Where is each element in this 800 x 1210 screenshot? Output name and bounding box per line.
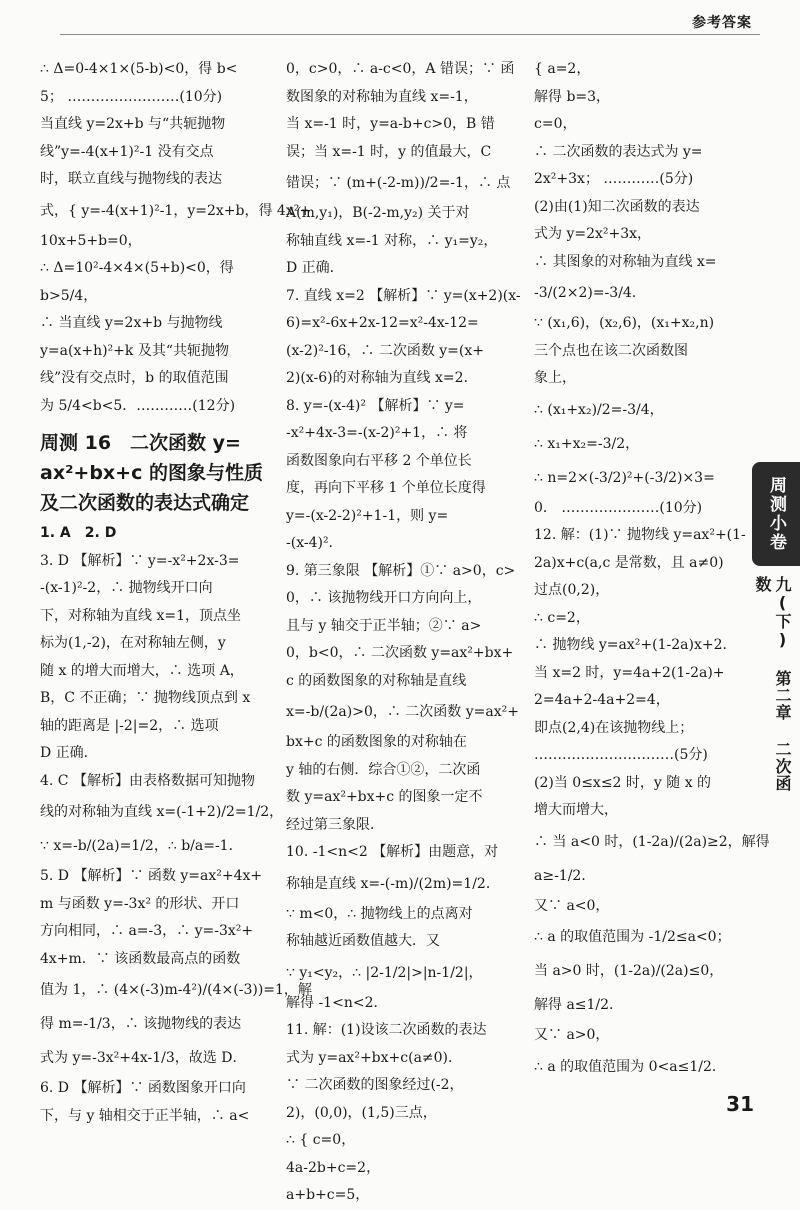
answer-line: 4. C 【解析】由表格数据可知抛物 <box>40 772 255 789</box>
text-line: bx+c 的函数图象的对称轴在 <box>286 734 467 750</box>
text-line: 0． …………………(10分) <box>534 499 703 516</box>
column-3 <box>534 56 770 1084</box>
text-line: 解得 -1<n<2． <box>286 994 388 1011</box>
text-line: 得 m=-1/3，∴ 该抛物线的表达 <box>40 1016 242 1032</box>
text-line: y=a(x+h)²+k 及其“共轭抛物 <box>40 342 229 359</box>
text-line: b>5/4， <box>40 287 98 304</box>
text-line: 经过第三象限． <box>286 816 384 833</box>
text-line: 时，联立直线与抛物线的表达 <box>40 171 222 187</box>
text-line: 6)=x²-6x+2x-12=x²-4x-12= <box>286 315 479 331</box>
text-line: ∴ 其图象的对称轴为直线 x= <box>534 253 717 270</box>
text-line: a+b+c=5， <box>286 1187 370 1203</box>
text-line: 式为 y=ax²+bx+c(a≠0)． <box>286 1049 463 1066</box>
text-line: (2)由(1)知二次函数的表达 <box>534 198 700 215</box>
answer-line: 12. 解：(1)∵ 抛物线 y=ax²+(1- <box>534 527 746 543</box>
text-line: ∵ (x₁,6)，(x₂,6)，(x₁+x₂,n) <box>534 315 715 331</box>
text-line: 且与 y 轴交于正半轴；②∵ a> <box>286 617 482 634</box>
text-line: 式为 y=-3x²+4x-1/3，故选 D． <box>40 1050 247 1066</box>
chapter-label: 九(下) 第二章 二次函数 <box>753 576 792 792</box>
text-line: ∵ x=-b/(2a)=1/2，∴ b/a=-1． <box>40 838 243 854</box>
text-line: y=-(x-2-2)²+1-1，则 y= <box>286 507 449 524</box>
answer-line: 8. y=-(x-4)² 【解析】∵ y= <box>286 397 465 414</box>
text-line: 当 x=-1 时，y=a-b+c>0，B 错 <box>286 116 495 132</box>
text-line: 增大而增大， <box>534 802 618 818</box>
text-line: 5； ……………………(10分) <box>40 88 223 105</box>
answer-line: 11. 解：(1)设该二次函数的表达 <box>286 1022 487 1038</box>
text-line: 当直线 y=2x+b 与“共轭抛物 <box>40 116 226 132</box>
answer-line: 5. D 【解析】∵ 函数 y=ax²+4x+ <box>40 868 263 884</box>
text-line: ∴ 二次函数的表达式为 y= <box>534 143 703 160</box>
column-2 <box>286 56 526 1210</box>
chapter-sidebar <box>752 462 800 792</box>
text-line: 0，b<0，∴ 二次函数 y=ax²+bx+ <box>286 645 514 661</box>
text-line: 0，c>0，∴ a-c<0，A 错误；∵ 函 <box>286 61 515 77</box>
answer-line: 9. 第三象限 【解析】①∵ a>0，c> <box>286 562 516 579</box>
text-line: -(x-1)²-2，∴ 抛物线开口向 <box>40 580 213 596</box>
text-line: 2)(x-6)的对称轴为直线 x=2． <box>286 370 478 386</box>
text-line: 误；当 x=-1 时，y 的值最大，C <box>286 143 492 160</box>
text-line: 下，对称轴为直线 x=1，顶点坐 <box>40 607 241 624</box>
text-line: A(m,y₁)，B(-2-m,y₂) 关于对 <box>286 205 470 221</box>
section-title-line: 及二次函数的表达式确定 <box>40 492 250 514</box>
text-line: 数 y=ax²+bx+c 的图象一定不 <box>286 789 483 805</box>
text-line: 2x²+3x； …………(5分) <box>534 171 694 187</box>
text-line: 即点(2,4)在该抛物线上； <box>534 719 694 736</box>
text-line: 值为 1，∴ (4×(-3)m-4²)/(4×(-3))=1，解 <box>40 982 312 998</box>
text-line: ∴ 当直线 y=2x+b 与抛物线 <box>40 315 223 331</box>
header-title: 参考答案 <box>692 15 752 31</box>
weekly-test-tab: 周测小卷 <box>752 462 800 566</box>
text-line: 10x+5+b=0， <box>40 232 142 249</box>
text-line: (x-2)²-16，∴ 二次函数 y=(x+ <box>286 342 484 359</box>
text-line: ∴ 抛物线 y=ax²+(1-2a)x+2． <box>534 637 737 653</box>
answer-line: 7. 直线 x=2 【解析】∵ y=(x+2)(x- <box>286 287 521 304</box>
text-line: ∴ Δ=10²-4×4×(5+b)<0，得 <box>40 260 234 276</box>
section-title-line: ax²+bx+c 的图象与性质 <box>40 462 263 484</box>
text-line: -3/(2×2)=-3/4． <box>534 285 646 301</box>
text-line: ∴ a 的取值范围为 -1/2≤a<0； <box>534 929 731 945</box>
text-line: 象上， <box>534 370 576 386</box>
text-line: c=0， <box>534 116 577 132</box>
text-line: 轴的距离是 |-2|=2，∴ 选项 <box>40 717 219 734</box>
text-line: D 正确． <box>40 745 98 761</box>
text-line: 错误；∵ (m+(-2-m))/2=-1，∴ 点 <box>286 175 511 191</box>
text-line: (2)当 0≤x≤2 时，y 随 x 的 <box>534 774 712 791</box>
text-line: { a=2， <box>534 61 591 77</box>
text-line: 2a)x+c(a,c 是常数，且 a≠0) <box>534 554 724 571</box>
text-line: 数图象的对称轴为直线 x=-1， <box>286 88 478 105</box>
text-line: 称轴是直线 x=-(-m)/(2m)=1/2． <box>286 875 500 892</box>
text-line: y 轴的右侧．综合①②，二次函 <box>286 761 481 778</box>
answer-line: 6. D 【解析】∵ 函数图象开口向 <box>40 1080 246 1096</box>
text-line: 三个点也在该二次函数图 <box>534 342 688 359</box>
text-line: B，C 不正确；∵ 抛物线顶点到 x <box>40 690 251 706</box>
text-line: 称轴越近函数值越大．又 <box>286 933 440 949</box>
text-line: 下，与 y 轴相交于正半轴，∴ a< <box>40 1107 250 1124</box>
text-line: D 正确． <box>286 260 344 276</box>
text-line: 式为 y=2x²+3x， <box>534 226 652 242</box>
page-header <box>0 6 800 32</box>
text-line: 当 a>0 时，(1-2a)/(2a)≤0， <box>534 963 724 979</box>
section-title <box>40 428 278 518</box>
text-line: -(x-4)²． <box>286 535 343 551</box>
text-line: 4a-2b+c=2， <box>286 1159 381 1176</box>
answer-line: 10. -1<n<2 【解析】由题意，对 <box>286 844 499 860</box>
text-line: ∵ m<0，∴ 抛物线上的点离对 <box>286 905 473 922</box>
text-line: 标为(1,-2)，在对称轴左侧，y <box>40 635 226 651</box>
text-line: 线”y=-4(x+1)²-1 没有交点 <box>40 143 214 160</box>
text-line: 0，∴ 该抛物线开口方向向上， <box>286 590 482 606</box>
text-line: m 与函数 y=-3x² 的形状、开口 <box>40 895 240 912</box>
text-line: ∴ a 的取值范围为 0<a≤1/2． <box>534 1058 726 1075</box>
text-line: 解得 a≤1/2． <box>534 997 624 1013</box>
text-line: a≥-1/2． <box>534 867 596 884</box>
text-line: 2)，(0,0)，(1,5)三点， <box>286 1104 437 1121</box>
text-line: 当 x=2 时，y=4a+2(1-2a)+ <box>534 664 725 681</box>
text-line: ∵ y₁<y₂，∴ |2-1/2|>|n-1/2|， <box>286 964 483 981</box>
text-line: 2=4a+2-4a+2=4， <box>534 692 670 708</box>
text-line: 4x+m．∵ 该函数最高点的函数 <box>40 950 241 967</box>
answer-line: 1. A 2. D <box>40 525 117 541</box>
text-line: 线”没有交点时，b 的取值范围 <box>40 370 229 386</box>
header-divider <box>60 34 760 35</box>
text-line: 解得 b=3， <box>534 88 611 105</box>
text-line: 称轴直线 x=-1 对称，∴ y₁=y₂， <box>286 232 498 249</box>
text-line: 方向相同，∴ a=-3，∴ y=-3x²+ <box>40 923 254 939</box>
text-line: 函数图象向右平移 2 个单位长 <box>286 452 472 469</box>
text-line: ∴ Δ=0-4×1×(5-b)<0，得 b< <box>40 61 238 77</box>
text-line: ∴ 当 a<0 时，(1-2a)/(2a)≥2，解得 <box>534 833 770 850</box>
text-line: 式，{ y=-4(x+1)²-1，y=2x+b，得 4x²+ <box>40 202 312 219</box>
text-line: ∴ { c=0， <box>286 1132 356 1148</box>
page-number: 31 <box>726 1092 754 1116</box>
text-line: 又∵ a<0， <box>534 897 610 914</box>
text-line: ∴ c=2， <box>534 609 590 626</box>
text-line: 线的对称轴为直线 x=(-1+2)/2=1/2， <box>40 804 284 820</box>
text-line: x=-b/(2a)>0，∴ 二次函数 y=ax²+ <box>286 704 519 720</box>
answer-line: 3. D 【解析】∵ y=-x²+2x-3= <box>40 552 240 569</box>
column-1 <box>40 56 312 1130</box>
text-line: ∵ 二次函数的图象经过(-2， <box>286 1077 464 1093</box>
text-line: ∴ x₁+x₂=-3/2， <box>534 435 640 452</box>
text-line: 又∵ a>0， <box>534 1027 610 1043</box>
text-line: ∴ n=2×(-3/2)²+(-3/2)×3= <box>534 469 715 486</box>
section-title-line: 周测 16 二次函数 y= <box>40 432 241 454</box>
text-line: 为 5/4<b<5．…………(12分) <box>40 397 236 414</box>
text-line: ∴ (x₁+x₂)/2=-3/4， <box>534 401 664 418</box>
text-line: c 的函数图象的对称轴是直线 <box>286 672 467 689</box>
text-line: 过点(0,2)， <box>534 582 610 598</box>
text-line: …………………………(5分) <box>534 747 708 763</box>
text-line: -x²+4x-3=-(x-2)²+1，∴ 将 <box>286 425 468 441</box>
text-line: 随 x 的增大而增大，∴ 选项 A， <box>40 662 244 679</box>
text-line: 度，再向下平移 1 个单位长度得 <box>286 480 486 496</box>
